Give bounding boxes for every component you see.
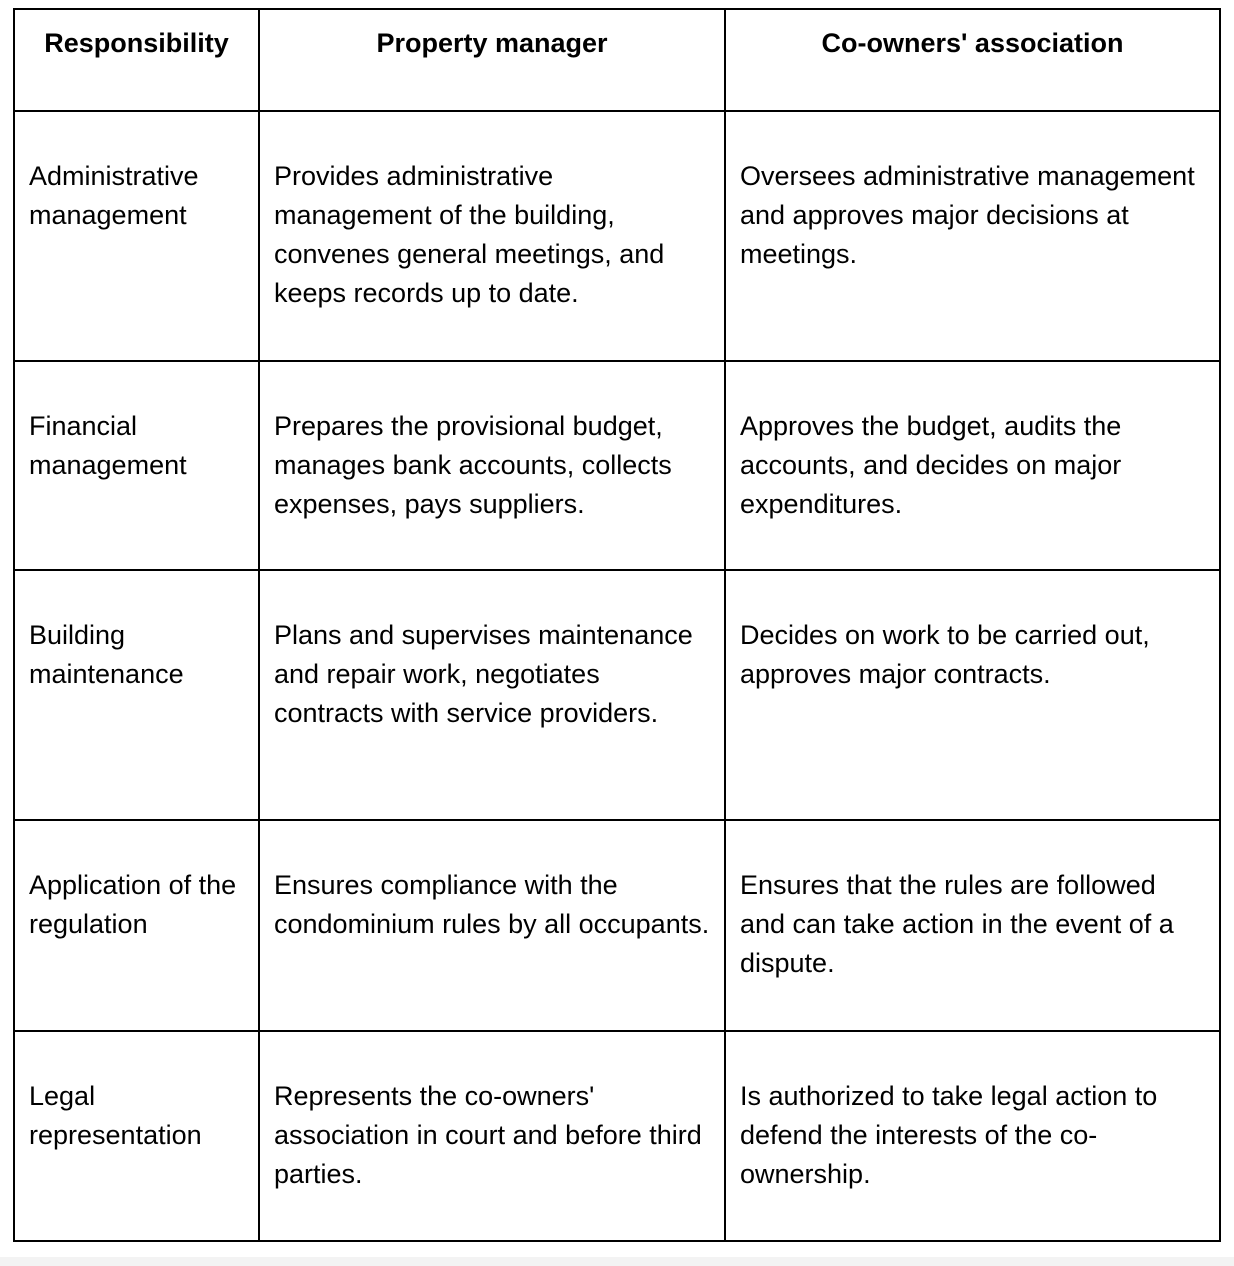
- header-co-owners-association: Co-owners' association: [725, 9, 1220, 111]
- responsibilities-table: [13, 8, 1221, 1242]
- cell-property-manager: Provides administrative management of the building, convenes general meetings, and keeps records up to date.: [259, 111, 725, 361]
- header-property-manager: Property manager: [259, 9, 725, 111]
- page-bottom-margin: [0, 1257, 1234, 1266]
- cell-responsibility: Legal representation: [14, 1031, 259, 1241]
- table-row: [14, 1031, 1220, 1241]
- cell-property-manager: Ensures compliance with the condominium rules by all occupants.: [259, 820, 725, 1031]
- cell-responsibility: Administrative management: [14, 111, 259, 361]
- table-row: [14, 361, 1220, 570]
- cell-association: Approves the budget, audits the accounts, and decides on major expenditures.: [725, 361, 1220, 570]
- cell-property-manager: Represents the co-owners' association in court and before third parties.: [259, 1031, 725, 1241]
- table-row: [14, 570, 1220, 820]
- table-row: [14, 111, 1220, 361]
- cell-responsibility: Application of the regulation: [14, 820, 259, 1031]
- cell-responsibility: Financial management: [14, 361, 259, 570]
- table-header-row: [14, 9, 1220, 111]
- cell-property-manager: Plans and supervises maintenance and repair work, negotiates contracts with service providers.: [259, 570, 725, 820]
- cell-property-manager: Prepares the provisional budget, manages bank accounts, collects expenses, pays suppliers.: [259, 361, 725, 570]
- cell-association: Decides on work to be carried out, approves major contracts.: [725, 570, 1220, 820]
- cell-responsibility: Building maintenance: [14, 570, 259, 820]
- cell-association: Is authorized to take legal action to defend the interests of the co-ownership.: [725, 1031, 1220, 1241]
- table-row: [14, 820, 1220, 1031]
- cell-association: Ensures that the rules are followed and can take action in the event of a dispute.: [725, 820, 1220, 1031]
- cell-association: Oversees administrative management and approves major decisions at meetings.: [725, 111, 1220, 361]
- header-responsibility: Responsibility: [14, 9, 259, 111]
